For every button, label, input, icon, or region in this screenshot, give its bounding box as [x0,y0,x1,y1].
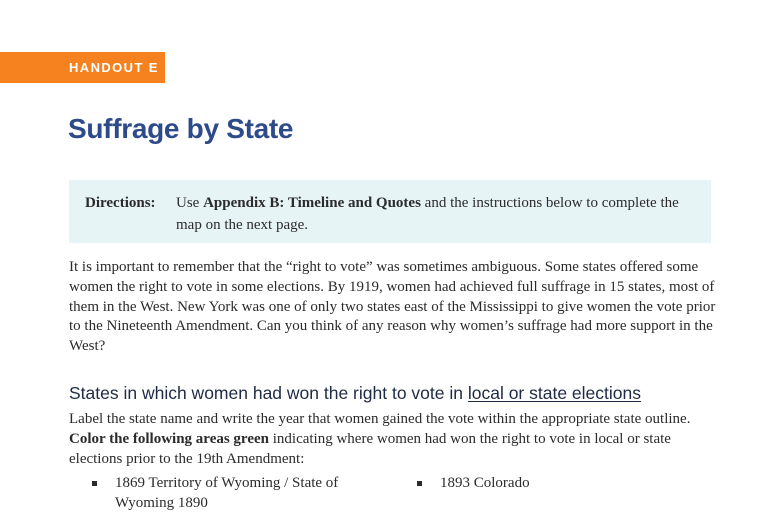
list-item-text: 1893 Colorado [440,475,530,491]
list-item-text: 1869 Territory of Wyoming / State of Wyoming 1890 [115,475,339,511]
directions-label: Directions: [85,195,156,211]
handout-tag: HANDOUT E [0,52,165,83]
intro-paragraph: It is important to remember that the “right to vote” was sometimes ambiguous. Some states offered some women the right to vote in some elections. By 1919, women had achieved full suffrage in 15 states, most of them in the West. New York was one of only two states east of the Mississippi to give women the vote prior to the Nineteenth Amendment. Can you think of any reason why women’s suffrage had more support in the West? [69,259,716,355]
directions-text-post: and the instructions below to complete the map on the next page. [176,195,679,233]
list-item [92,473,342,513]
page-title: Suffrage by State [68,113,294,144]
instructions-pre: Label the state name and write the year that women gained the vote within the appropriate state outline. [69,411,691,427]
directions-appendix-reference: Appendix B: Timeline and Quotes [203,195,421,211]
instructions-post: indicating where women had won the right to vote in local or state elections prior to the 19th Amendment: [69,430,671,467]
section-heading-text: States in which women had won the right to vote in [69,383,468,403]
section-instructions [69,410,719,469]
directions-box [69,180,711,243]
bullet-square-icon [92,481,97,486]
section-heading-underlined: local or state elections [467,383,641,403]
list-item [417,473,617,493]
directions-text [176,192,693,243]
directions-text-pre: Use [176,195,204,211]
instructions-bold: Color the following areas green [69,430,269,447]
bullet-square-icon [417,481,422,486]
section-heading [69,383,641,404]
